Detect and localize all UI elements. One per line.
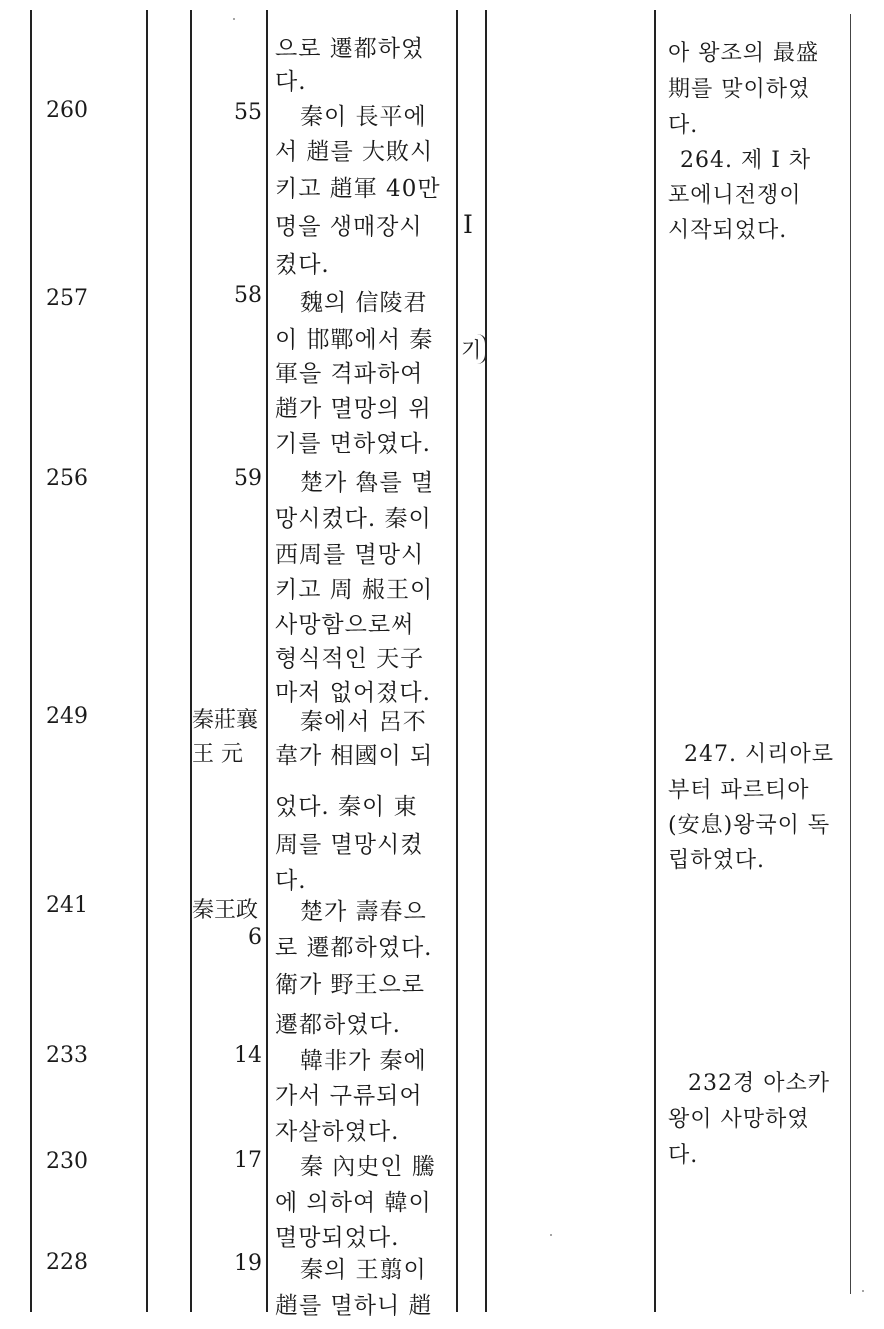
event-line: 秦이 長平에 xyxy=(300,104,427,130)
event-line: 형식적인 天子 xyxy=(275,646,425,672)
reign-title: 秦莊襄 xyxy=(192,708,259,733)
event-line: 자살하였다. xyxy=(275,1119,400,1145)
event-continuation-line: 다. xyxy=(275,69,307,95)
event-line: 사망함으로써 xyxy=(275,612,415,638)
period-numeral: I xyxy=(463,210,473,239)
event-line: 楚가 魯를 멸 xyxy=(300,470,435,496)
event-line: 趙가 멸망의 위 xyxy=(275,396,432,422)
column-rule-4 xyxy=(266,10,268,1312)
event-line: 멸망되었다. xyxy=(275,1225,400,1251)
world-event-line: 264. 제 I 차 xyxy=(680,148,812,173)
event-line: 秦 內史인 騰 xyxy=(300,1154,436,1180)
event-line: 마저 없어졌다. xyxy=(275,680,431,706)
event-line: 楚가 壽春으 xyxy=(300,899,427,925)
column-rule-3 xyxy=(190,10,192,1312)
scan-speck xyxy=(862,1290,864,1292)
reign-title: 王 元 xyxy=(192,742,243,767)
reign-year: 17 xyxy=(234,1148,262,1173)
reign-year: 55 xyxy=(234,100,262,125)
year-label: 230 xyxy=(46,1149,88,1174)
event-line: 魏의 信陵君 xyxy=(300,290,428,316)
event-line: 로 遷都하였다. xyxy=(275,935,433,961)
world-event-line: 시작되었다. xyxy=(668,218,788,243)
event-line: 衛가 野王으로 xyxy=(275,972,425,998)
event-line: 遷都하였다. xyxy=(275,1012,401,1038)
column-rule-7 xyxy=(654,10,656,1312)
event-line: 다. xyxy=(275,868,307,894)
event-line: 西周를 멸망시 xyxy=(275,542,425,568)
event-continuation-line: 으로 遷都하였 xyxy=(275,36,425,62)
year-label: 249 xyxy=(46,704,88,729)
event-line: 명을 생매장시 xyxy=(275,214,423,240)
event-line: 서 趙를 大敗시 xyxy=(275,139,434,165)
event-line: 韋가 相國이 되 xyxy=(275,743,434,769)
event-line: 秦에서 呂不 xyxy=(300,709,427,735)
world-event-line: 247. 시리아로 xyxy=(684,742,834,767)
event-line: 었다. 秦이 東 xyxy=(275,794,418,820)
year-label: 233 xyxy=(46,1043,88,1068)
event-line: 키고 趙軍 40만 xyxy=(275,176,441,202)
world-event-line: 아 왕조의 最盛 xyxy=(668,41,819,66)
year-label: 260 xyxy=(46,98,88,123)
reign-year: 58 xyxy=(234,283,262,308)
event-line: 軍을 격파하여 xyxy=(275,361,424,387)
scan-speck xyxy=(550,1234,552,1236)
event-line: 에 의하여 韓이 xyxy=(275,1190,432,1216)
reign-year: 19 xyxy=(234,1251,262,1276)
reign-year: 14 xyxy=(234,1043,262,1068)
column-rule-8 xyxy=(850,14,851,1294)
event-line: 趙를 멸하니 趙 xyxy=(275,1293,433,1319)
event-line: 기를 면하였다. xyxy=(275,431,431,457)
reign-year: 59 xyxy=(234,466,262,491)
event-line: 韓非가 秦에 xyxy=(300,1048,427,1074)
world-event-line: 다. xyxy=(668,113,699,138)
world-event-line: 부터 파르티아 xyxy=(668,778,810,803)
world-event-line: 립하였다. xyxy=(668,848,766,873)
event-line: 키고 周 赧王이 xyxy=(275,577,434,603)
event-line: 秦의 王翦이 xyxy=(300,1257,427,1283)
event-line: 켰다. xyxy=(275,252,330,278)
reign-year: 6 xyxy=(248,925,262,950)
world-event-line: 期를 맞이하였 xyxy=(668,77,811,102)
column-rule-5 xyxy=(456,10,458,1312)
reign-title: 秦王政 xyxy=(192,898,259,923)
event-line: 周를 멸망시켰 xyxy=(275,832,424,858)
year-label: 257 xyxy=(46,286,88,311)
year-label: 241 xyxy=(46,893,88,918)
year-label: 228 xyxy=(46,1250,88,1275)
column-rule-2 xyxy=(146,10,148,1312)
year-label: 256 xyxy=(46,466,88,491)
world-event-line: 포에니전쟁이 xyxy=(668,183,802,208)
event-line: 가서 구류되어 xyxy=(275,1083,423,1109)
column-rule-1 xyxy=(30,10,32,1312)
column-rule-6 xyxy=(485,10,487,1312)
period-suffix: 기 xyxy=(461,334,487,364)
world-event-line: (安息)왕국이 독 xyxy=(668,813,831,838)
world-event-line: 232경 아소카 xyxy=(688,1071,830,1096)
event-line: 망시켰다. 秦이 xyxy=(275,506,432,532)
event-line: 이 邯鄲에서 秦 xyxy=(275,327,434,353)
world-event-line: 다. xyxy=(668,1143,699,1168)
scan-speck xyxy=(233,18,235,20)
world-event-line: 왕이 사망하였 xyxy=(668,1107,810,1132)
